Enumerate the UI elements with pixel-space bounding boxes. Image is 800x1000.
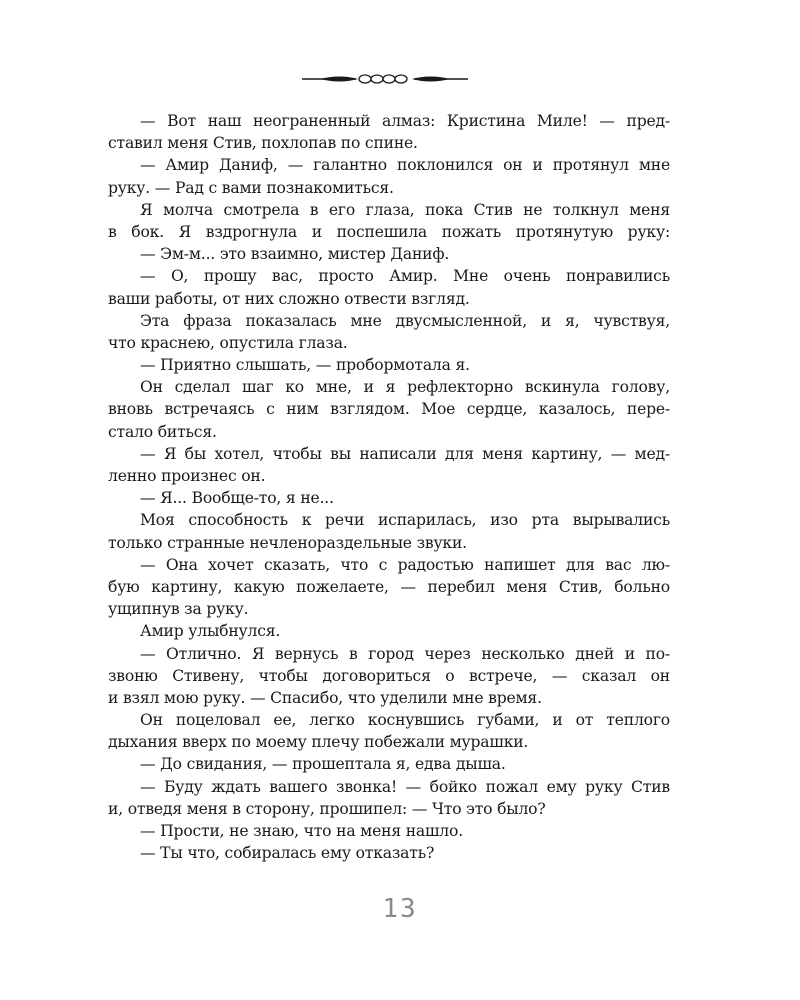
body-text <box>108 110 670 864</box>
text-line: — До свидания, — прошептала я, едва дыша. <box>140 755 506 774</box>
text-line: что краснею, опустила глаза. <box>108 333 348 352</box>
text-line: и взял мою руку. — Спасибо, что уделили мне время. <box>108 688 542 707</box>
text-line: вновь встречаясь с ним взглядом. Мое сердце, казалось, пере- <box>108 400 670 419</box>
text-line: — Амир Даниф, — галантно поклонился он и протянул мне <box>140 156 670 175</box>
text-line: — Я... Вообще-то, я не... <box>140 489 334 508</box>
text-line: Амир улыбнулся. <box>140 622 281 641</box>
text-line: руку. — Рад с вами познакомиться. <box>108 178 394 197</box>
text-line: Эта фраза показалась мне двусмысленной, и я, чувствуя, <box>140 311 670 330</box>
page-number: 13 <box>382 894 418 924</box>
text-line: — Я бы хотел, чтобы вы написали для меня картину, — мед- <box>140 444 670 463</box>
text-line: Он сделал шаг ко мне, и я рефлекторно вскинула голову, <box>140 378 670 397</box>
text-line: — Прости, не знаю, что на меня нашло. <box>140 822 463 840</box>
text-line: дыхания вверх по моему плечу побежали мурашки. <box>108 733 529 752</box>
text-line: — Вот наш неограненный алмаз: Кристина Миле! — пред- <box>140 112 670 130</box>
text-line: стало биться. <box>108 422 217 441</box>
text-line: ущипнув за руку. <box>108 600 249 619</box>
text-line: — Она хочет сказать, что с радостью напишет для вас лю- <box>140 555 670 574</box>
text-line: — Ты что, собиралась ему отказать? <box>140 844 435 863</box>
text-line: ленно произнес он. <box>108 467 266 485</box>
text-line: бую картину, какую пожелаете, — перебил меня Стив, больно <box>108 577 670 596</box>
decorative-flourish-icon <box>300 70 470 88</box>
text-line: Я молча смотрела в его глаза, пока Стив не толкнул меня <box>140 200 670 219</box>
text-line: только странные нечленораздельные звуки. <box>108 533 467 552</box>
text-line: — О, прошу вас, просто Амир. Мне очень понравились <box>140 267 670 286</box>
text-line: Он поцеловал ее, легко коснувшись губами, и от теплого <box>140 711 670 730</box>
text-line: ваши работы, от них сложно отвести взгляд. <box>108 289 470 308</box>
text-line: — Буду ждать вашего звонка! — бойко пожал ему руку Стив <box>140 777 670 796</box>
text-line: — Приятно слышать, — пробормотала я. <box>140 356 470 375</box>
text-line: Моя способность к речи испарилась, изо рта вырывались <box>140 511 670 530</box>
text-line: в бок. Я вздрогнула и поспешила пожать протянутую руку: <box>108 222 670 241</box>
text-line: — Эм-м... это взаимно, мистер Даниф. <box>140 245 450 264</box>
text-line: и, отведя меня в сторону, прошипел: — Что это было? <box>108 799 546 818</box>
text-line: — Отлично. Я вернусь в город через несколько дней и по- <box>140 644 670 663</box>
text-line: ставил меня Стив, похлопав по спине. <box>108 134 418 153</box>
text-line: звоню Стивену, чтобы договориться о встрече, — сказал он <box>108 666 670 685</box>
